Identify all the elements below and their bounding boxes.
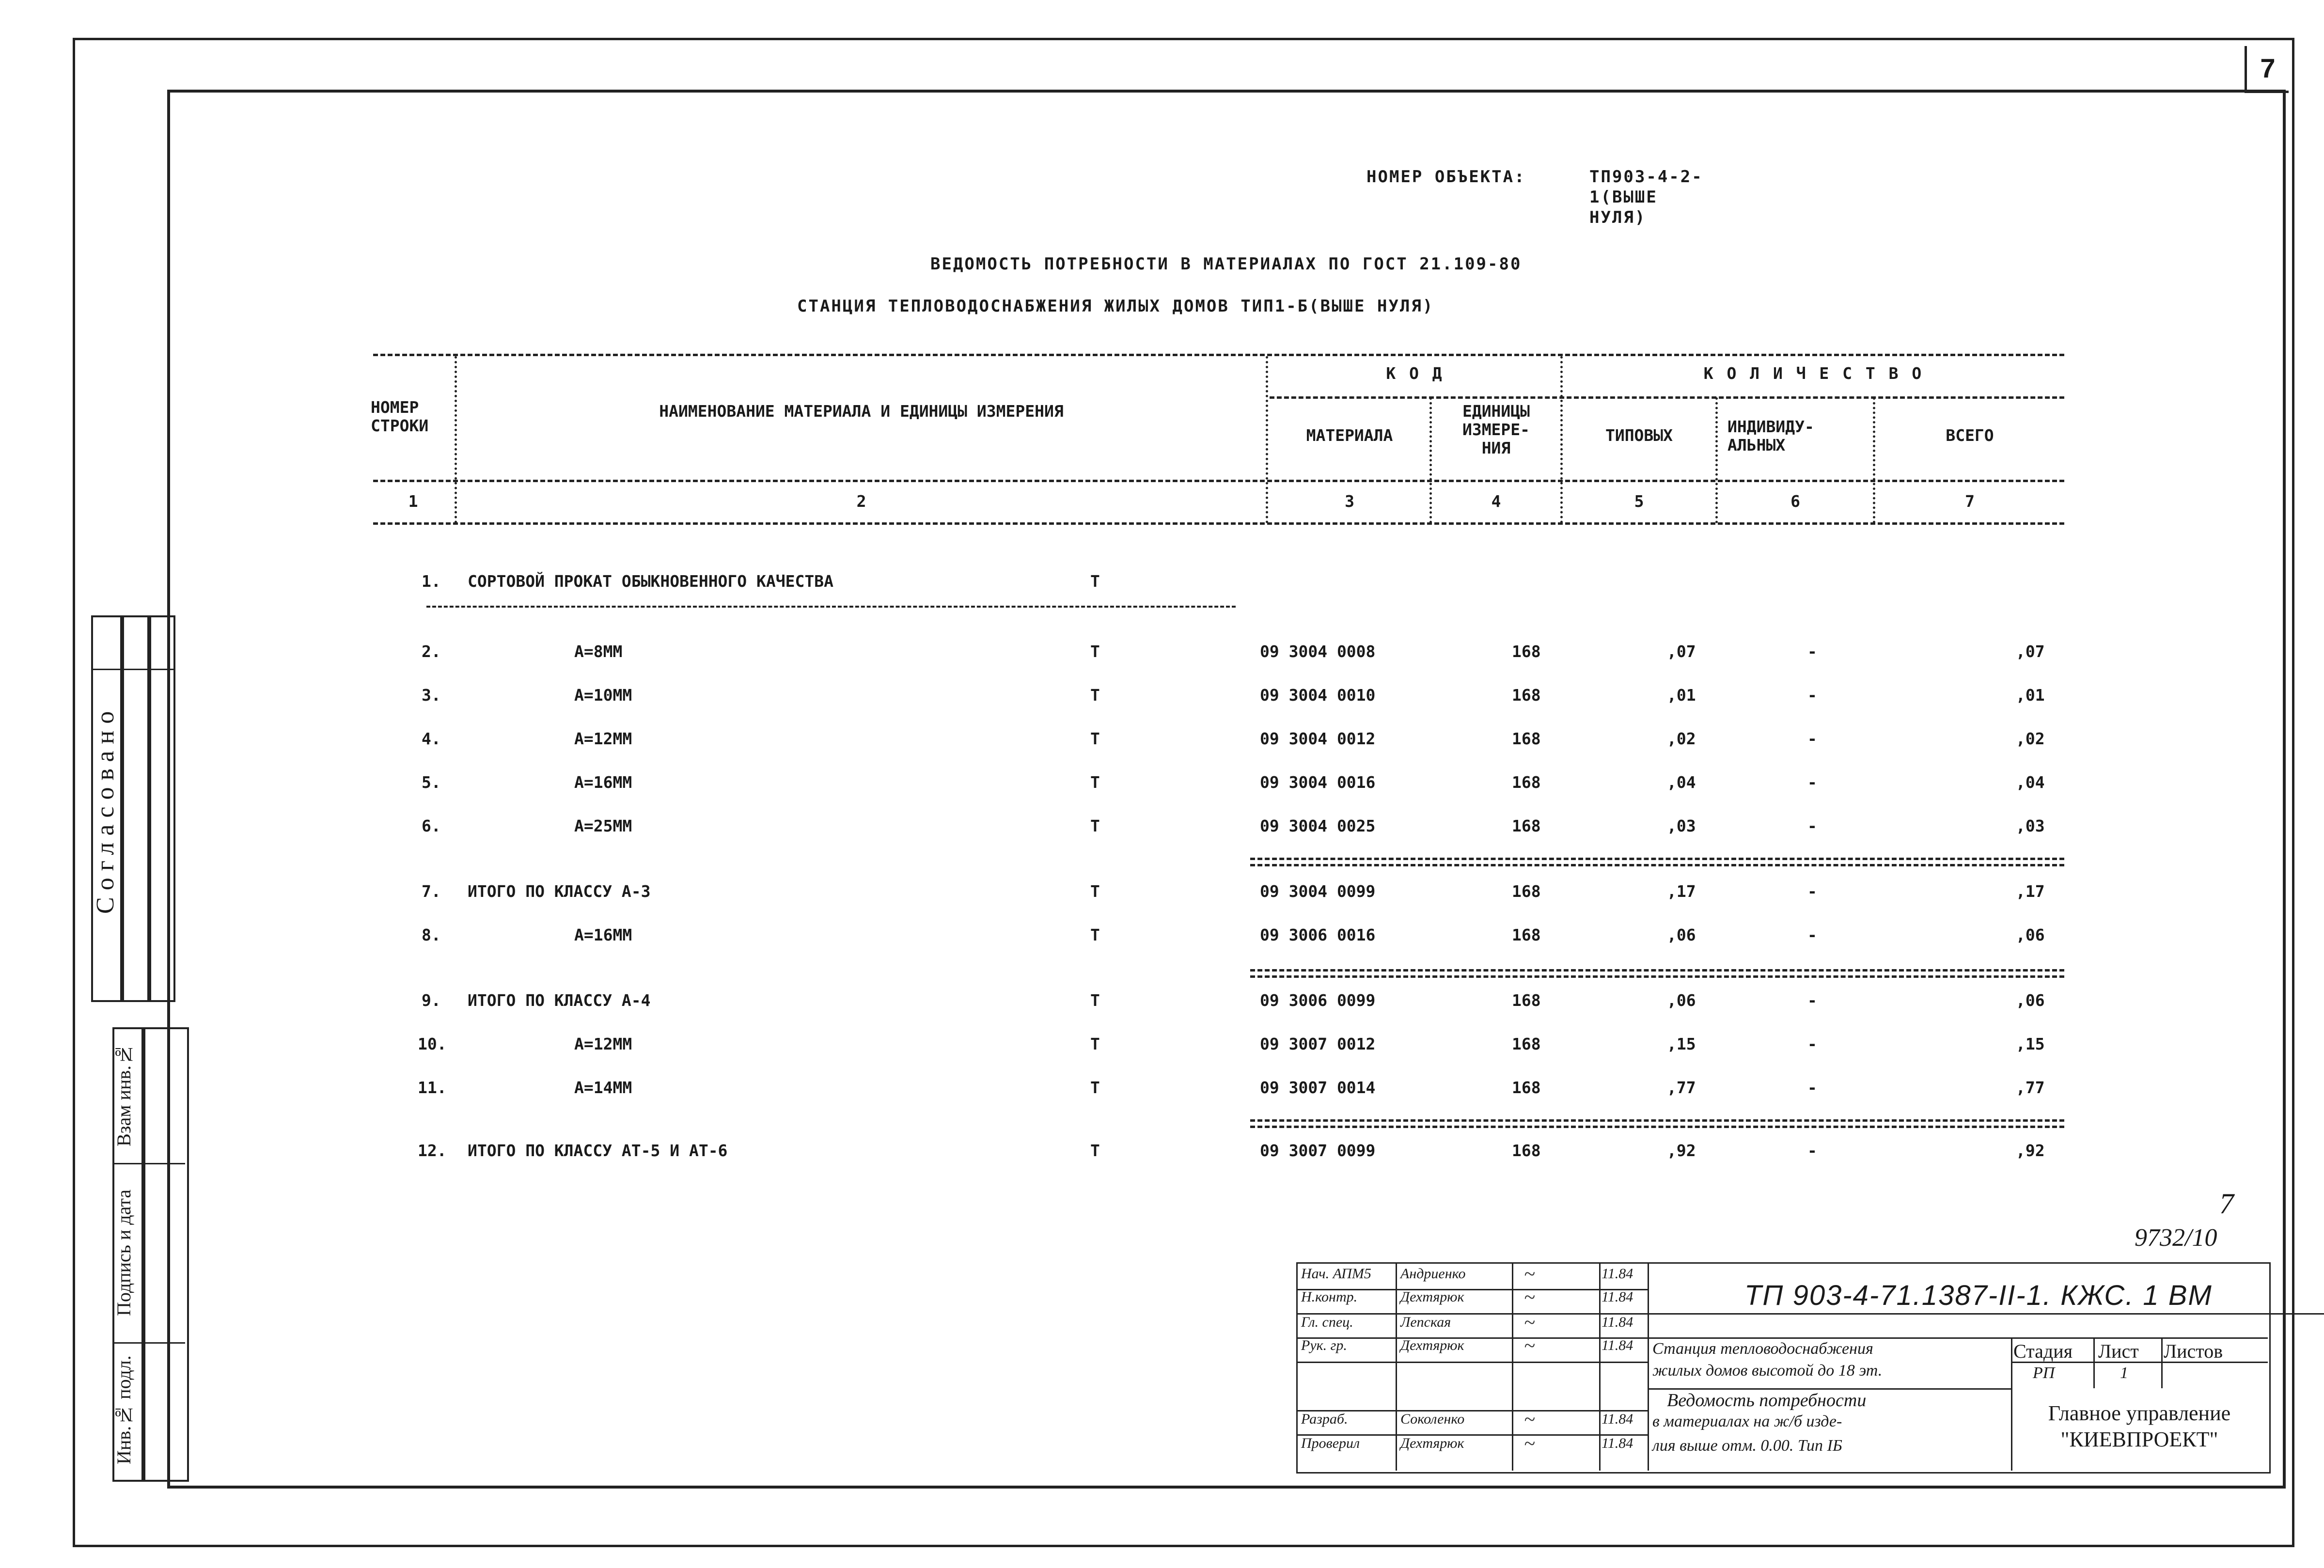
- stamp-line: [2161, 1337, 2163, 1388]
- page-number: 7: [2245, 46, 2289, 93]
- sign-date-label: Подпись и дата: [113, 1189, 135, 1316]
- row-total-qty: ,77: [2016, 1078, 2045, 1097]
- object-number-label: НОМЕР ОБЪЕКТА:: [1366, 167, 1526, 187]
- row-material-code: 09 3007 0014: [1260, 1078, 1376, 1097]
- row-individual-qty: -: [1807, 1035, 1817, 1053]
- row-unit: Т: [1090, 925, 1100, 944]
- col-number-5: 5: [1634, 492, 1644, 511]
- row-number: 11.: [418, 1078, 447, 1097]
- section-unit: Т: [1090, 572, 1100, 591]
- project-name-line-1: Станция тепловодоснабжения: [1652, 1340, 1873, 1358]
- row-unit-code: 168: [1512, 686, 1541, 705]
- row-total-qty: ,17: [2016, 882, 2045, 901]
- row-unit: Т: [1090, 816, 1100, 835]
- row-number: 7.: [422, 882, 441, 901]
- handwritten-mark: 7: [2219, 1188, 2234, 1220]
- sheet-title-line-1: Ведомость потребности: [1667, 1390, 1867, 1411]
- row-name: ИТОГО ПО КЛАССУ АТ-5 И АТ-6: [468, 1141, 728, 1160]
- stamp-date: 11.84: [1602, 1411, 1633, 1427]
- row-total-qty: ,06: [2016, 925, 2045, 944]
- row-unit-code: 168: [1512, 991, 1541, 1010]
- row-individual-qty: -: [1807, 882, 1817, 901]
- stage-label: Стадия: [2013, 1340, 2073, 1362]
- sheet-label: Лист: [2098, 1340, 2139, 1362]
- divider: [112, 1342, 185, 1344]
- row-typical-qty: ,92: [1667, 1141, 1696, 1160]
- subtotal-rule: [1250, 1119, 2064, 1128]
- sheets-label: Листов: [2164, 1340, 2223, 1362]
- row-typical-qty: ,77: [1667, 1078, 1696, 1097]
- organization: [2013, 1400, 2265, 1453]
- row-material-code: 09 3004 0010: [1260, 686, 1376, 705]
- sheet-title-line-3: лия выше отм. 0.00. Тип IБ: [1652, 1437, 1842, 1455]
- stamp-role: Н.контр.: [1301, 1289, 1358, 1305]
- row-number: 2.: [422, 642, 441, 661]
- row-name: А=14ММ: [574, 1078, 632, 1097]
- header-unit: [1432, 402, 1560, 457]
- row-material-code: 09 3004 0025: [1260, 816, 1376, 835]
- signature-mark: ~: [1524, 1286, 1535, 1309]
- stamp-line: [1396, 1262, 1397, 1471]
- header-typical: ТИПОВЫХ: [1605, 426, 1673, 445]
- stamp-name: Дехтярюк: [1400, 1435, 1464, 1451]
- stamp-line: [1296, 1337, 1648, 1339]
- row-number: 5.: [422, 773, 441, 792]
- row-typical-qty: ,02: [1667, 729, 1696, 748]
- row-material-code: 09 3007 0099: [1260, 1141, 1376, 1160]
- subtotal-rule: [1250, 969, 2064, 978]
- stamp-line: [2011, 1337, 2012, 1471]
- row-number: 3.: [422, 686, 441, 705]
- stamp-date: 11.84: [1602, 1435, 1633, 1451]
- stamp-name: Дехтярюк: [1400, 1289, 1464, 1305]
- row-unit: Т: [1090, 642, 1100, 661]
- stamp-date: 11.84: [1602, 1266, 1633, 1282]
- row-typical-qty: ,17: [1667, 882, 1696, 901]
- row-material-code: 09 3004 0016: [1260, 773, 1376, 792]
- stamp-date: 11.84: [1602, 1337, 1633, 1353]
- organization-line-2: "КИЕВПРОЕКТ": [2060, 1427, 2218, 1451]
- row-unit-code: 168: [1512, 773, 1541, 792]
- header-individual-line-2: АЛЬНЫХ: [1727, 436, 1786, 455]
- signature-mark: ~: [1524, 1263, 1535, 1286]
- stamp-line: [1648, 1337, 2268, 1339]
- row-unit-code: 168: [1512, 925, 1541, 944]
- stamp-name: Лепская: [1400, 1314, 1451, 1330]
- sheet-value: 1: [2120, 1364, 2128, 1382]
- row-individual-qty: -: [1807, 816, 1817, 835]
- stamp-role: Разраб.: [1301, 1411, 1348, 1427]
- column-numbers-rule: [373, 522, 2064, 525]
- document-title: ВЕДОМОСТЬ ПОТРЕБНОСТИ В МАТЕРИАЛАХ ПО ГОСТ 21.109-80: [930, 254, 1522, 274]
- stamp-date: 11.84: [1602, 1314, 1633, 1330]
- row-number: 6.: [422, 816, 441, 835]
- row-number: 9.: [422, 991, 441, 1010]
- column-separator: [1266, 356, 1268, 523]
- column-separator: [455, 356, 457, 523]
- row-name: А=10ММ: [574, 686, 632, 705]
- section-underline: [426, 606, 1236, 608]
- row-name: А=16ММ: [574, 925, 632, 944]
- row-name: А=12ММ: [574, 729, 632, 748]
- col-number-4: 4: [1491, 492, 1501, 511]
- stamp-role: Гл. спец.: [1301, 1314, 1353, 1330]
- row-name: А=25ММ: [574, 816, 632, 835]
- header-row-no-line-1: НОМЕР: [371, 398, 419, 417]
- stamp-line: [1648, 1262, 1649, 1471]
- section-name: СОРТОВОЙ ПРОКАТ ОБЫКНОВЕННОГО КАЧЕСТВА: [468, 572, 833, 591]
- row-number: 12.: [418, 1141, 447, 1160]
- stage-value: РП: [2033, 1364, 2055, 1382]
- signature-mark: ~: [1524, 1433, 1535, 1455]
- row-individual-qty: -: [1807, 1141, 1817, 1160]
- row-unit: Т: [1090, 1141, 1100, 1160]
- table-top-rule: [373, 354, 2064, 356]
- row-material-code: 09 3006 0099: [1260, 991, 1376, 1010]
- stamp-date: 11.84: [1602, 1289, 1633, 1305]
- object-number-line-2: 1(ВЫШЕ: [1589, 188, 1658, 207]
- row-unit-code: 168: [1512, 642, 1541, 661]
- subtotal-rule: [1250, 858, 2064, 866]
- row-unit-code: 168: [1512, 882, 1541, 901]
- stamp-line: [2093, 1337, 2095, 1388]
- object-number-line-1: ТП903-4-2-: [1589, 167, 1703, 187]
- row-total-qty: ,15: [2016, 1035, 2045, 1053]
- sheet-title-line-2: в материалах на ж/б изде-: [1652, 1412, 1842, 1430]
- archive-number: 9732/10: [2135, 1224, 2217, 1252]
- header-row-no-line-2: СТРОКИ: [371, 416, 429, 435]
- row-typical-qty: ,07: [1667, 642, 1696, 661]
- row-name: ИТОГО ПО КЛАССУ А-4: [468, 991, 651, 1010]
- project-name-line-2: жилых домов высотой до 18 эт.: [1652, 1362, 1883, 1380]
- row-material-code: 09 3004 0012: [1260, 729, 1376, 748]
- divider: [112, 1163, 185, 1164]
- organization-line-1: Главное управление: [2048, 1401, 2231, 1425]
- row-material-code: 09 3004 0099: [1260, 882, 1376, 901]
- row-unit: Т: [1090, 882, 1100, 901]
- row-number: 10.: [418, 1035, 447, 1053]
- stamp-name: Дехтярюк: [1400, 1337, 1464, 1353]
- inv-replace-label: Взам инв.№: [113, 1043, 135, 1147]
- col-number-2: 2: [856, 492, 866, 511]
- row-typical-qty: ,03: [1667, 816, 1696, 835]
- stamp-name: Андриенко: [1400, 1266, 1466, 1282]
- col-number-7: 7: [1965, 492, 1975, 511]
- row-name: А=12ММ: [574, 1035, 632, 1053]
- row-typical-qty: ,06: [1667, 991, 1696, 1010]
- row-total-qty: ,07: [2016, 642, 2045, 661]
- row-number: 4.: [422, 729, 441, 748]
- row-name: ИТОГО ПО КЛАССУ А-3: [468, 882, 651, 901]
- row-typical-qty: ,15: [1667, 1035, 1696, 1053]
- signature-mark: ~: [1524, 1409, 1535, 1431]
- row-typical-qty: ,01: [1667, 686, 1696, 705]
- stamp-line: [1512, 1262, 1513, 1471]
- agreed-sub-column: [120, 615, 151, 1002]
- stamp-role: Рук. гр.: [1301, 1337, 1347, 1353]
- row-unit: Т: [1090, 1035, 1100, 1053]
- row-name: А=8ММ: [574, 642, 623, 661]
- row-individual-qty: -: [1807, 642, 1817, 661]
- row-unit-code: 168: [1512, 729, 1541, 748]
- header-total: ВСЕГО: [1946, 426, 1994, 445]
- row-individual-qty: -: [1807, 1078, 1817, 1097]
- row-unit-code: 168: [1512, 1035, 1541, 1053]
- stamp-line: [1599, 1262, 1601, 1471]
- stamp-role: Нач. АПМ5: [1301, 1266, 1371, 1282]
- row-total-qty: ,03: [2016, 816, 2045, 835]
- document-designation: ТП 903-4-71.1387-II-1. КЖС. 1 ВМ: [1744, 1280, 2213, 1311]
- agreed-sub-column-2: [147, 615, 175, 1002]
- row-unit-code: 168: [1512, 1141, 1541, 1160]
- stamp-role: Проверил: [1301, 1435, 1360, 1451]
- row-individual-qty: -: [1807, 729, 1817, 748]
- row-typical-qty: ,04: [1667, 773, 1696, 792]
- col-number-3: 3: [1345, 492, 1354, 511]
- header-row-no: [371, 398, 453, 435]
- row-unit: Т: [1090, 991, 1100, 1010]
- row-total-qty: ,06: [2016, 991, 2045, 1010]
- agreed-label: Согласовано: [92, 704, 119, 914]
- inv-orig-label: Инв.№ подл.: [113, 1355, 135, 1465]
- signature-mark: ~: [1524, 1335, 1535, 1357]
- row-individual-qty: -: [1807, 991, 1817, 1010]
- object-number-line-3: НУЛЯ): [1589, 208, 1647, 227]
- row-unit-code: 168: [1512, 816, 1541, 835]
- row-typical-qty: ,06: [1667, 925, 1696, 944]
- row-unit: Т: [1090, 686, 1100, 705]
- header-individual-line-1: ИНДИВИДУ-: [1727, 417, 1814, 436]
- stamp-line: [1296, 1410, 1648, 1411]
- header-bottom-rule: [373, 480, 2064, 482]
- row-material-code: 09 3004 0008: [1260, 642, 1376, 661]
- header-name: НАИМЕНОВАНИЕ МАТЕРИАЛА И ЕДИНИЦЫ ИЗМЕРЕНИЯ: [659, 402, 1064, 421]
- row-total-qty: ,92: [2016, 1141, 2045, 1160]
- header-material: МАТЕРИАЛА: [1306, 426, 1393, 445]
- stamp-line: [1296, 1362, 1648, 1363]
- col-number-1: 1: [408, 492, 418, 511]
- row-number: 8.: [422, 925, 441, 944]
- header-code-group: К О Д: [1386, 364, 1444, 383]
- header-unit-line-3: НИЯ: [1481, 439, 1511, 457]
- header-quantity-group: К О Л И Ч Е С Т В О: [1703, 364, 1924, 383]
- stamp-name: Соколенко: [1400, 1411, 1465, 1427]
- row-individual-qty: -: [1807, 686, 1817, 705]
- row-unit-code: 168: [1512, 1078, 1541, 1097]
- header-unit-line-1: ЕДИНИЦЫ: [1462, 402, 1530, 421]
- row-individual-qty: -: [1807, 925, 1817, 944]
- row-name: А=16ММ: [574, 773, 632, 792]
- row-material-code: 09 3006 0016: [1260, 925, 1376, 944]
- header-unit-line-2: ИЗМЕРЕ-: [1462, 420, 1530, 439]
- row-unit: Т: [1090, 773, 1100, 792]
- col-number-6: 6: [1790, 492, 1800, 511]
- row-total-qty: ,01: [2016, 686, 2045, 705]
- row-total-qty: ,04: [2016, 773, 2045, 792]
- row-unit: Т: [1090, 1078, 1100, 1097]
- stamp-line: [1296, 1434, 1648, 1436]
- stamp-line: [1296, 1289, 1648, 1290]
- side-stamp-right: [141, 1027, 189, 1482]
- row-unit: Т: [1090, 729, 1100, 748]
- header-individual: [1718, 418, 1883, 455]
- row-individual-qty: -: [1807, 773, 1817, 792]
- signature-mark: ~: [1524, 1312, 1535, 1334]
- row-total-qty: ,02: [2016, 729, 2045, 748]
- section-number: 1.: [422, 572, 441, 591]
- document-subtitle: СТАНЦИЯ ТЕПЛОВОДОСНАБЖЕНИЯ ЖИЛЫХ ДОМОВ ТИП1-Б(ВЫШЕ НУЛЯ): [797, 297, 1434, 316]
- row-material-code: 09 3007 0012: [1260, 1035, 1376, 1053]
- code-group-rule: [1270, 396, 2064, 399]
